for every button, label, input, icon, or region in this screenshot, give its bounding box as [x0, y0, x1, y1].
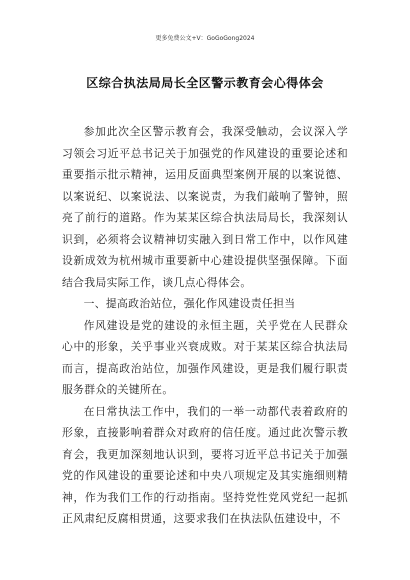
- paragraph-3: 在日常执法工作中，我们的一举一动都代表着政府的形象，直接影响着群众对政府的信任度。通过此次警示教育会，我更加深刻地认识到，要将习近平总书记关于加强党的作风建设的重要论述和中央八项规定及其实施细则精神，作为我们工作的行动指南。坚持党性党风党纪一起抓正风肃纪反腐相贯通，这要求我们在执法队伍建设中，不: [62, 404, 348, 525]
- paragraph-2: 作风建设是党的建设的永恒主题，关乎党在人民群众心中的形象，关乎事业兴衰成败。对于某某区综合执法局而言，提高政治站位，加强作风建设，更是我们履行职责服务群众的关键所在。: [62, 318, 348, 396]
- paragraph-intro: 参加此次全区警示教育会，我深受触动，会议深入学习领会习近平总书记关于加强党的作风建设的重要论述和重要指示批示精神，运用反面典型案例开展的以案说德、以案说纪、以案说法、以案说责，为我们敲响了警钟，照亮了前行的道路。作为某某区综合执法局局长，我深刻认识到，必须将会议精神切实融入到日常工作中，以作风建设新成效为杭州城市重要新中心建设提供坚强保障。下面结合我局实际工作，谈几点心得体会。: [62, 125, 348, 289]
- document-title: 区综合执法局局长全区警示教育会心得体会: [86, 76, 324, 90]
- header-note: 更多免费公文+V：GoGoGong2024: [155, 35, 255, 42]
- section-heading-1: 一、提高政治站位，强化作风建设责任担当: [83, 297, 296, 310]
- document-body: [62, 121, 348, 530]
